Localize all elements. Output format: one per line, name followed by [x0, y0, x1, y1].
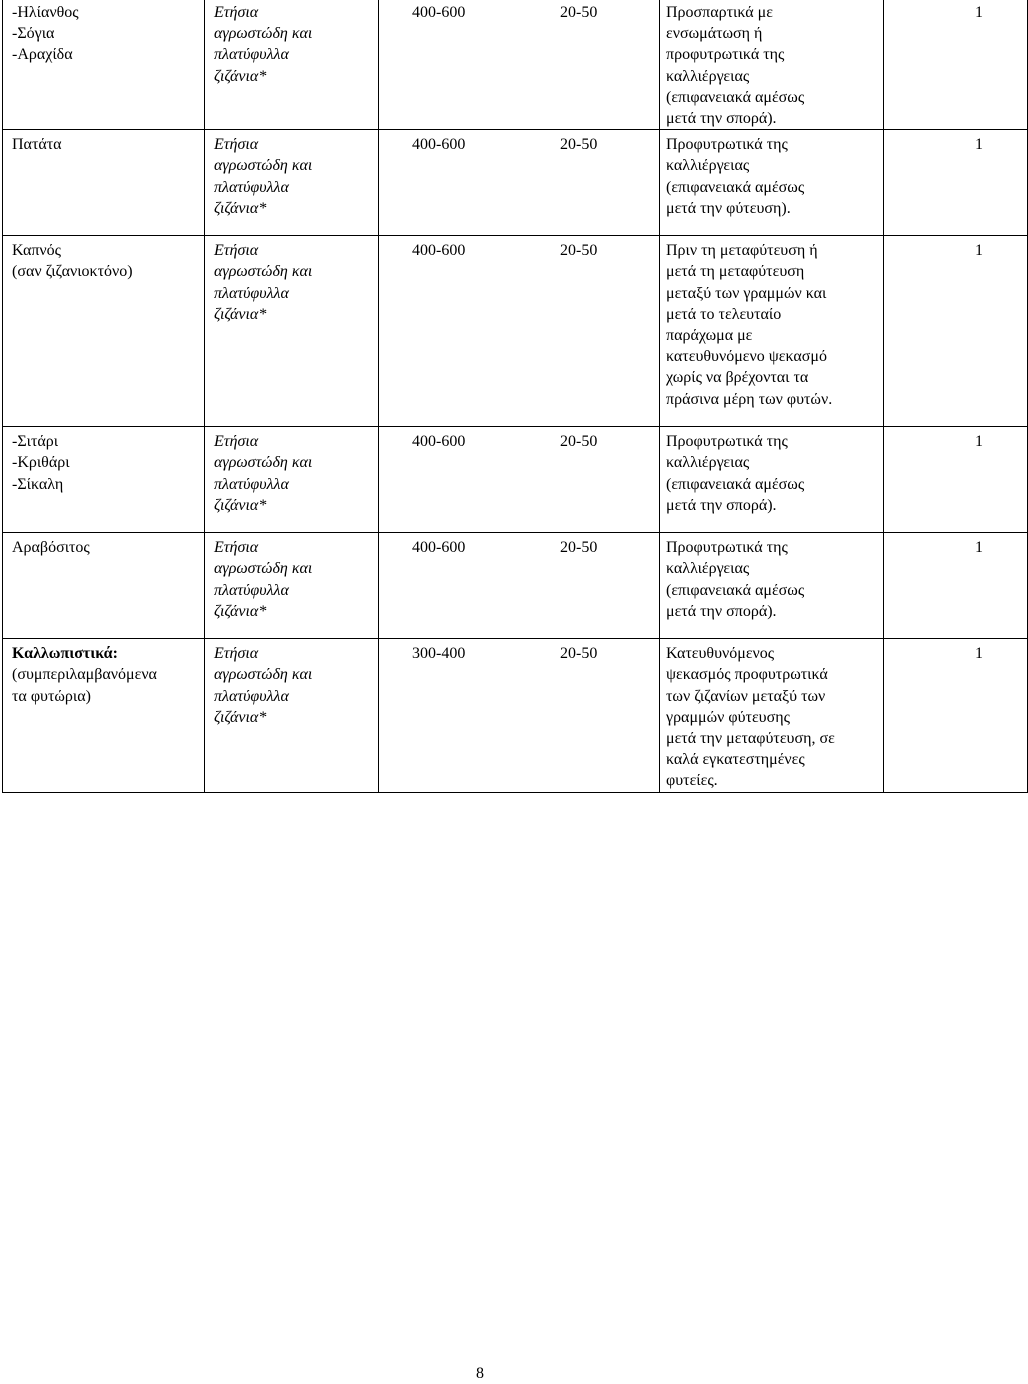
- application-text: καλλιέργειας: [666, 67, 750, 85]
- crop-cell: [3, 0, 205, 130]
- application-text: ψεκασμός προφυτρωτικά: [666, 666, 828, 684]
- application-text: καλλιέργειας: [666, 454, 750, 472]
- application-cell: [660, 533, 884, 639]
- applications-count-cell: [884, 427, 1028, 533]
- application-cell: [660, 130, 884, 236]
- table-row: [3, 533, 1028, 639]
- crop-cell: [3, 533, 205, 639]
- application-text: μετά το τελευταίο: [666, 305, 782, 323]
- application-text: (επιφανειακά αμέσως: [666, 178, 805, 196]
- crop-name: -Σόγια: [12, 25, 55, 43]
- dose-value: 400-600: [412, 4, 466, 21]
- dose-value: 300-400: [412, 645, 466, 663]
- application-text: (επιφανειακά αμέσως: [666, 88, 805, 106]
- applications-count: 1: [975, 433, 983, 451]
- weeds-text: ζιζάνια*: [214, 305, 267, 323]
- table-row: [3, 0, 1028, 130]
- crop-heading: Καλλωπιστικά:: [12, 645, 118, 663]
- application-text: προφυτρωτικά της: [666, 46, 785, 64]
- crop-cell: [3, 236, 205, 427]
- table-row: [3, 236, 1028, 427]
- weeds-text: Ετήσια: [214, 433, 259, 451]
- application-text: μεταξύ των γραμμών και: [666, 284, 827, 302]
- weeds-text: Ετήσια: [214, 242, 259, 260]
- applications-count: 1: [975, 539, 983, 557]
- volume-value: 20-50: [560, 4, 598, 21]
- weeds-text: αγρωστώδη και: [214, 263, 313, 281]
- weeds-text: Ετήσια: [214, 4, 259, 21]
- dose-cell: [379, 236, 660, 427]
- application-text: Προφυτρωτικά της: [666, 433, 788, 451]
- application-text: Προφυτρωτικά της: [666, 539, 788, 557]
- crop-cell: [3, 130, 205, 236]
- applications-count-cell: [884, 639, 1028, 792]
- applications-count: 1: [975, 645, 983, 663]
- crop-name: τα φυτώρια): [12, 687, 91, 705]
- application-text: των ζιζανίων μεταξύ των: [666, 687, 826, 705]
- weeds-cell: [205, 639, 379, 792]
- weeds-text: πλατύφυλλα: [214, 581, 289, 599]
- application-text: (επιφανειακά αμέσως: [666, 475, 805, 493]
- application-text: κατευθυνόμενο ψεκασμό: [666, 348, 827, 366]
- crop-name: (σαν ζιζανιοκτόνο): [12, 263, 133, 281]
- dose-cell: [379, 427, 660, 533]
- applications-count-cell: [884, 533, 1028, 639]
- application-text: παράχωμα με: [666, 327, 753, 345]
- applications-count: 1: [975, 136, 983, 154]
- weeds-text: Ετήσια: [214, 645, 259, 663]
- volume-value: 20-50: [560, 242, 598, 260]
- volume-value: 20-50: [560, 433, 598, 451]
- application-text: Προσπαρτικά με: [666, 4, 773, 21]
- volume-value: 20-50: [560, 645, 598, 663]
- weeds-cell: [205, 533, 379, 639]
- weeds-cell: [205, 0, 379, 130]
- weeds-text: ζιζάνια*: [214, 67, 267, 85]
- crop-name: -Κριθάρι: [12, 454, 70, 472]
- weeds-text: πλατύφυλλα: [214, 46, 289, 64]
- weeds-text: Ετήσια: [214, 539, 259, 557]
- applications-count: 1: [975, 242, 983, 260]
- volume-value: 20-50: [560, 539, 598, 557]
- crop-name: Αραβόσιτος: [12, 539, 90, 557]
- weeds-text: αγρωστώδη και: [214, 666, 313, 684]
- dose-value: 400-600: [412, 136, 466, 154]
- table-row: [3, 427, 1028, 533]
- weeds-cell: [205, 427, 379, 533]
- application-text: Προφυτρωτικά της: [666, 136, 788, 154]
- applications-count: 1: [975, 4, 983, 21]
- application-text: πράσινα μέρη των φυτών.: [666, 390, 833, 408]
- dose-cell: [379, 0, 660, 130]
- dose-value: 400-600: [412, 433, 466, 451]
- application-text: καλλιέργειας: [666, 560, 750, 578]
- dose-value: 400-600: [412, 539, 466, 557]
- applications-count-cell: [884, 130, 1028, 236]
- application-text: ενσωμάτωση ή: [666, 25, 763, 43]
- crop-cell: [3, 639, 205, 792]
- weeds-text: πλατύφυλλα: [214, 284, 289, 302]
- crop-cell: [3, 427, 205, 533]
- application-cell: [660, 236, 884, 427]
- dose-cell: [379, 130, 660, 236]
- application-text: καλλιέργειας: [666, 157, 750, 175]
- weeds-cell: [205, 236, 379, 427]
- application-text: Πριν τη μεταφύτευση ή: [666, 242, 818, 260]
- applications-count-cell: [884, 236, 1028, 427]
- weeds-text: πλατύφυλλα: [214, 178, 289, 196]
- application-text: φυτείες.: [666, 772, 718, 790]
- table-row: [3, 130, 1028, 236]
- weeds-text: ζιζάνια*: [214, 496, 267, 514]
- crop-name: Πατάτα: [12, 136, 62, 154]
- weeds-text: πλατύφυλλα: [214, 475, 289, 493]
- page-number: 8: [476, 1365, 484, 1382]
- application-cell: [660, 639, 884, 792]
- weeds-text: Ετήσια: [214, 136, 259, 154]
- application-text: μετά την μεταφύτευση, σε: [666, 730, 835, 748]
- application-cell: [660, 0, 884, 130]
- weeds-cell: [205, 130, 379, 236]
- application-text: μετά την σπορά).: [666, 602, 777, 620]
- crop-name: -Αραχίδα: [12, 46, 73, 64]
- crop-name: Καπνός: [12, 242, 61, 260]
- weeds-text: αγρωστώδη και: [214, 25, 313, 43]
- weeds-text: ζιζάνια*: [214, 708, 267, 726]
- application-text: καλά εγκατεστημένες: [666, 751, 805, 769]
- application-text: μετά τη μεταφύτευση: [666, 263, 805, 281]
- crop-name: (συμπεριλαμβανόμενα: [12, 666, 157, 684]
- application-text: μετά την φύτευση).: [666, 199, 791, 217]
- weeds-text: αγρωστώδη και: [214, 157, 313, 175]
- application-text: χωρίς να βρέχονται τα: [666, 369, 809, 387]
- weeds-text: ζιζάνια*: [214, 199, 267, 217]
- weeds-text: αγρωστώδη και: [214, 454, 313, 472]
- crop-name: -Σιτάρι: [12, 433, 59, 451]
- application-text: (επιφανειακά αμέσως: [666, 581, 805, 599]
- weeds-text: πλατύφυλλα: [214, 687, 289, 705]
- weeds-text: αγρωστώδη και: [214, 560, 313, 578]
- crop-recommendations-table: [2, 0, 1028, 793]
- dose-cell: [379, 639, 660, 792]
- crop-name: -Σίκαλη: [12, 475, 64, 493]
- weeds-text: ζιζάνια*: [214, 602, 267, 620]
- application-text: γραμμών φύτευσης: [666, 708, 790, 726]
- crop-name: -Ηλίανθος: [12, 4, 79, 21]
- application-cell: [660, 427, 884, 533]
- application-text: μετά την σπορά).: [666, 496, 777, 514]
- application-text: Κατευθυνόμενος: [666, 645, 775, 663]
- dose-cell: [379, 533, 660, 639]
- application-text: μετά την σπορά).: [666, 110, 777, 128]
- table-row: [3, 639, 1028, 792]
- applications-count-cell: [884, 0, 1028, 130]
- volume-value: 20-50: [560, 136, 598, 154]
- dose-value: 400-600: [412, 242, 466, 260]
